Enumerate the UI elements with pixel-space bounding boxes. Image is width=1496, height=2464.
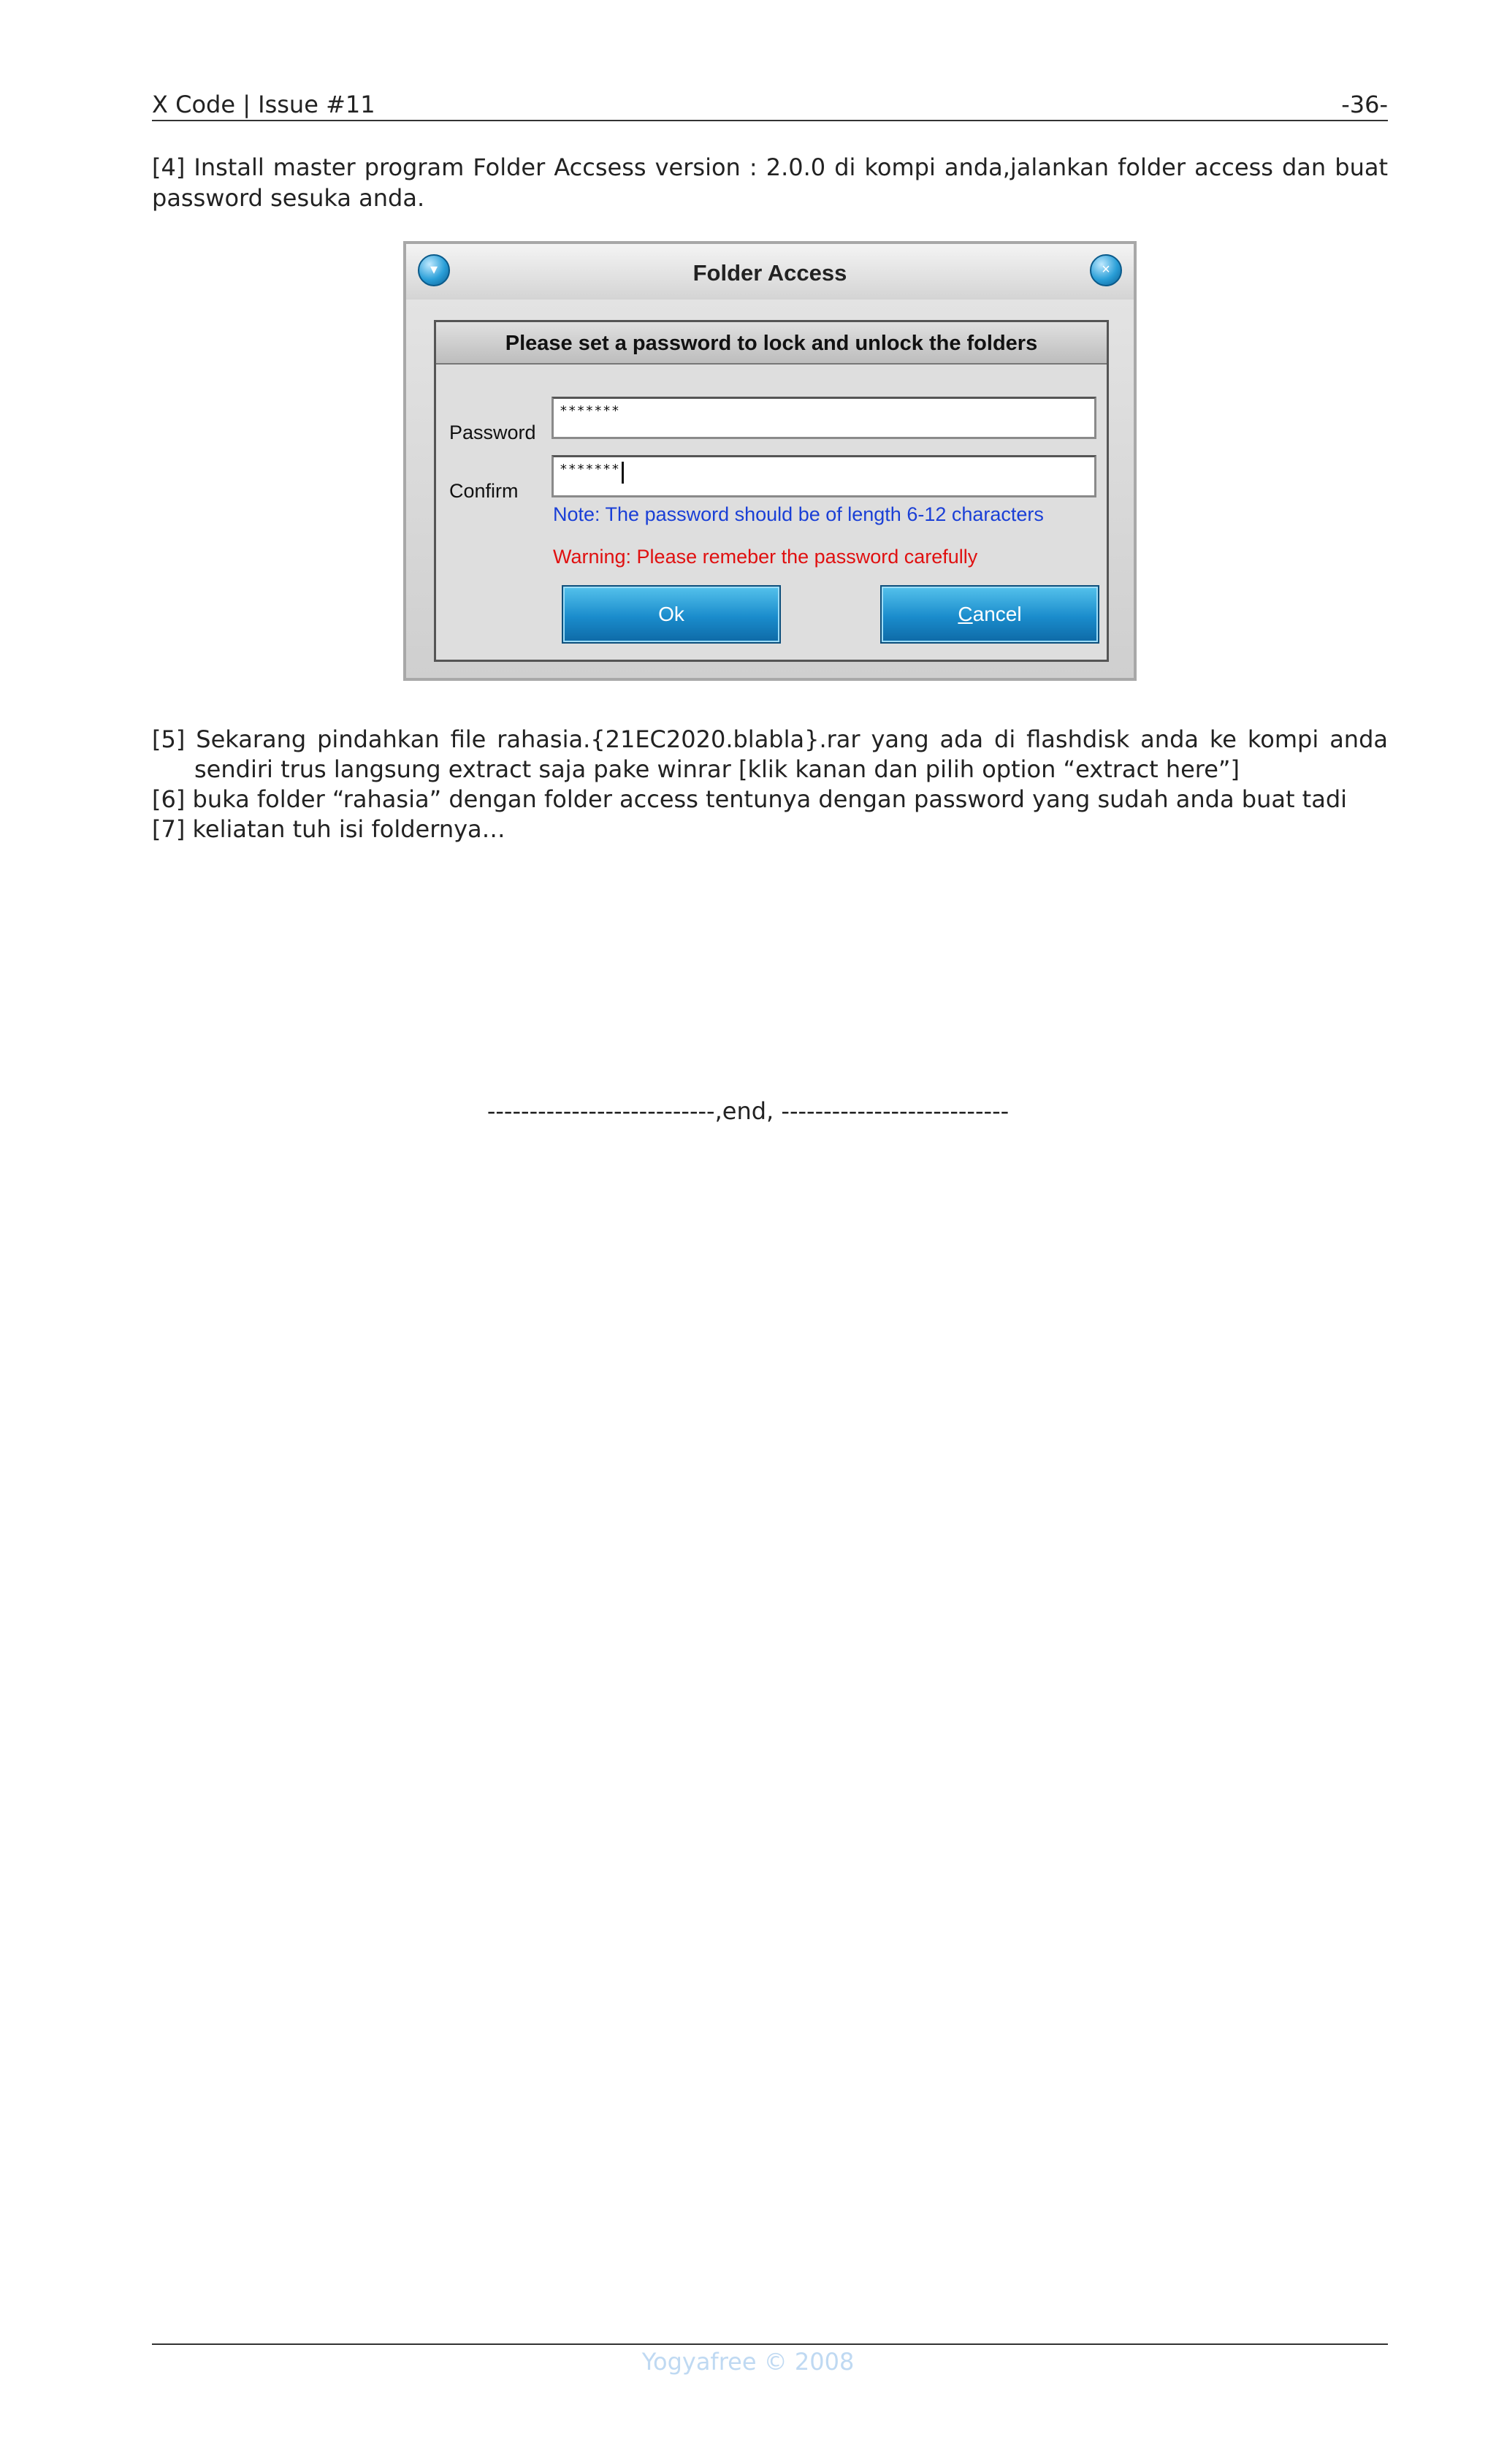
steps-list bbox=[152, 725, 1388, 844]
confirm-field[interactable] bbox=[552, 455, 1096, 497]
close-icon[interactable]: × bbox=[1090, 254, 1122, 286]
step-5-text: [5] Sekarang pindahkan file rahasia.{21EC2020.blabla}.rar yang ada di flashdisk anda ke kompi anda sendiri trus langsung extract saja pake winrar [klik kanan dan pilih option “extract here”] bbox=[152, 725, 1388, 783]
cancel-accelerator: C bbox=[958, 603, 973, 625]
password-field[interactable] bbox=[552, 397, 1096, 439]
page-footer: Yogyafree © 2008 bbox=[641, 2348, 855, 2376]
password-panel bbox=[434, 320, 1109, 662]
step-4-text: [4] Install master program Folder Accsess version : 2.0.0 di kompi anda,jalankan folder access dan buat password sesuka anda. bbox=[152, 153, 1388, 212]
panel-heading: Please set a password to lock and unlock the folders bbox=[436, 322, 1107, 365]
password-label: Password bbox=[449, 422, 536, 443]
confirm-value: ******* bbox=[560, 462, 620, 477]
end-marker: ---------------------------,end, --------------------------- bbox=[486, 1097, 1010, 1125]
cancel-button[interactable] bbox=[880, 585, 1099, 644]
text-caret bbox=[622, 462, 624, 484]
page-number: -36- bbox=[1341, 91, 1388, 118]
folder-access-dialog bbox=[403, 241, 1137, 681]
remember-warning: Warning: Please remeber the password carefully bbox=[553, 546, 978, 568]
password-value: ******* bbox=[560, 403, 620, 419]
length-note: Note: The password should be of length 6-12 characters bbox=[553, 503, 1044, 525]
dialog-title: Folder Access bbox=[692, 260, 847, 286]
dialog-titlebar bbox=[406, 244, 1134, 300]
ok-button[interactable]: Ok bbox=[562, 585, 781, 644]
step-7-text: [7] keliatan tuh isi foldernya… bbox=[152, 815, 505, 843]
footer-divider bbox=[152, 2343, 1388, 2345]
step-6-text: [6] buka folder “rahasia” dengan folder access tentunya dengan password yang sudah anda buat tadi bbox=[152, 785, 1348, 813]
cancel-label-rest: ancel bbox=[972, 603, 1022, 625]
chevron-down-icon[interactable]: ▾ bbox=[418, 254, 450, 286]
confirm-label: Confirm bbox=[449, 480, 519, 502]
header-title: X Code | Issue #11 bbox=[152, 91, 375, 118]
page-header bbox=[152, 88, 1388, 121]
